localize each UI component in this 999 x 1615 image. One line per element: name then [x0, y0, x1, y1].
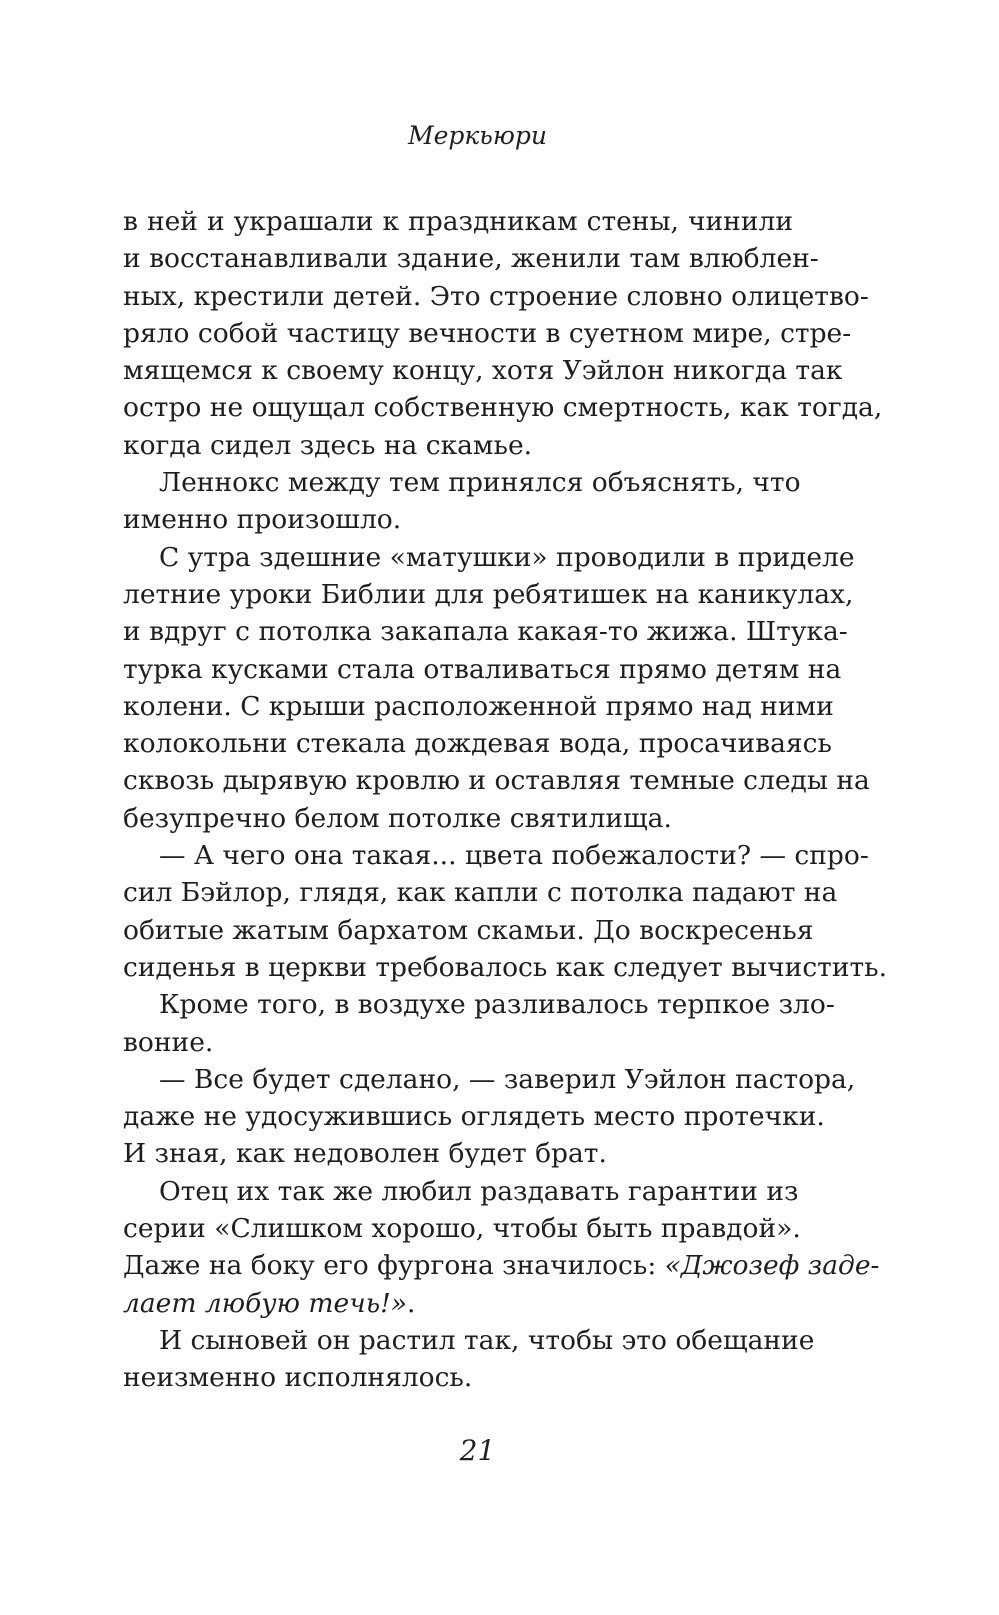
text-line-tail: .	[407, 1287, 416, 1319]
text-line	[123, 1135, 793, 1172]
text-line	[123, 1173, 799, 1210]
page-number: 21	[459, 1434, 496, 1467]
text-line-content: Кроме того, в воздухе разливалось терпкое зло-	[159, 989, 835, 1021]
text-line	[123, 315, 852, 352]
text-line-content: и вдруг с потолка закапала какая-то жижа. Штука-	[123, 616, 848, 648]
text-line	[123, 912, 814, 949]
text-line-content: — Все будет сделано, — заверил Уэйлон пастора,	[159, 1063, 856, 1095]
text-line-content: турка кусками стала отваливаться прямо детям на	[123, 653, 842, 685]
text-line-content: сквозь дырявую кровлю и оставляя темные следы на	[123, 765, 870, 797]
text-line-content: сил Бэйлор, глядя, как капли с потолка падают на	[123, 877, 838, 909]
text-line	[123, 1322, 815, 1359]
text-line-content: летние уроки Библии для ребятишек на каникулах,	[123, 578, 854, 610]
text-line-content: неизменно исполнялось.	[123, 1362, 473, 1394]
text-line	[123, 1210, 801, 1247]
text-line	[123, 949, 887, 986]
text-line	[123, 725, 832, 762]
text-line	[123, 1359, 793, 1396]
text-line-content: серии «Слишком хорошо, чтобы быть правдой».	[123, 1213, 801, 1245]
text-line-content: И зная, как недоволен будет брат.	[123, 1138, 607, 1170]
text-line-content: С утра здешние «матушки» проводили в приделе	[159, 541, 855, 573]
text-line-content: мящемся к своему концу, хотя Уэйлон никогда так	[123, 355, 843, 387]
text-line	[123, 762, 870, 799]
text-line-content: даже не удосужившись оглядеть место протечки.	[123, 1101, 825, 1133]
text-line	[123, 613, 848, 650]
text-line-content: колени. С крыши расположенной прямо над ними	[123, 690, 834, 722]
running-head: Меркьюри	[407, 121, 548, 150]
text-line	[123, 427, 793, 464]
text-line-content: безупречно белом потолке святилища.	[123, 802, 672, 834]
text-line	[123, 389, 883, 426]
text-line-content: колокольни стекала дождевая вода, просачиваясь	[123, 728, 832, 760]
text-line	[123, 837, 869, 874]
text-line	[123, 539, 855, 576]
text-line-content: И сыновей он растил так, чтобы это обещание	[159, 1324, 815, 1356]
text-line	[123, 1061, 856, 1098]
text-line-content: ных, крестили детей. Это строение словно олицетво-	[123, 280, 869, 312]
text-line-content: Отец их так же любил раздавать гарантии из	[159, 1175, 799, 1207]
text-line-content: Леннокс между тем принялся объяснять, что	[159, 467, 801, 499]
text-line	[123, 874, 838, 911]
text-line-content: остро не ощущал собственную смертность, как тогда,	[123, 392, 883, 424]
text-line-content: — А чего она такая... цвета побежалости? — спро-	[159, 840, 869, 872]
italic-quote: лает любую течь!»	[123, 1287, 407, 1319]
text-line-content: воние.	[123, 1026, 214, 1058]
text-line-content: когда сидел здесь на скамье.	[123, 429, 533, 461]
text-line	[123, 576, 854, 613]
italic-quote: «Джозеф заде-	[664, 1250, 880, 1282]
text-line	[123, 688, 834, 725]
text-line	[123, 1024, 793, 1061]
text-line	[123, 800, 793, 837]
text-line-content: именно произошло.	[123, 504, 402, 536]
text-line-content: и восстанавливали здание, женили там влюблен-	[123, 243, 819, 275]
text-line	[123, 278, 869, 315]
text-line	[123, 986, 835, 1023]
text-line-content: обитые жатым бархатом скамьи. До воскресенья	[123, 914, 814, 946]
text-line-content: сиденья в церкви требовалось как следует вычистить.	[123, 951, 887, 983]
text-line	[123, 240, 819, 277]
text-line	[123, 1285, 793, 1322]
text-line	[123, 464, 801, 501]
text-line	[123, 1098, 825, 1135]
text-line-content: Даже на боку его фургона значилось:	[123, 1250, 665, 1282]
body-text	[123, 203, 887, 1397]
text-line	[123, 352, 843, 389]
text-line-content: ряло собой частицу вечности в суетном мире, стре-	[123, 317, 852, 349]
text-line	[123, 501, 793, 538]
text-line	[123, 651, 842, 688]
text-line-content: в ней и украшали к праздникам стены, чинили	[123, 206, 793, 237]
text-line	[123, 203, 793, 240]
text-line	[123, 1247, 880, 1284]
